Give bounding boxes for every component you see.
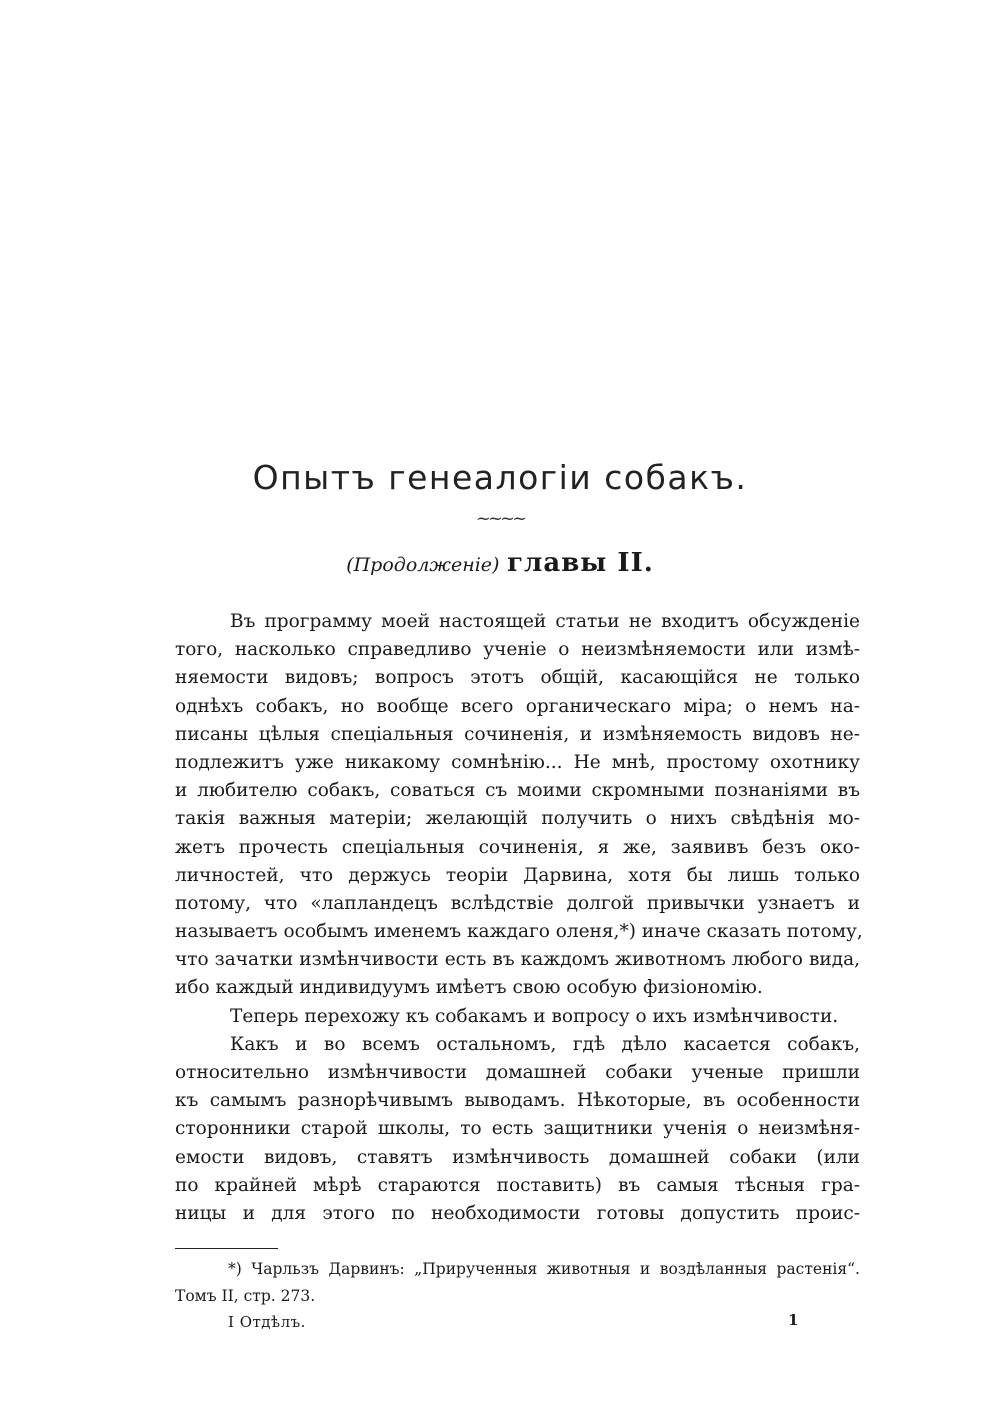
text-line: по крайней мѣрѣ стараются поставить) въ самыя тѣсныя гра- xyxy=(175,1174,860,1196)
text-line: Какъ и во всемъ остальномъ, гдѣ дѣло касается собакъ, xyxy=(230,1033,860,1055)
text-line: однѣхъ собакъ, но вообще всего органическаго міра; о немъ на- xyxy=(175,695,860,717)
chapter-label: главы II. xyxy=(507,548,654,578)
chapter-subtitle xyxy=(0,548,1000,578)
title-ornament: ~~~~ xyxy=(475,508,525,529)
text-line: личностей, что держусь теоріи Дарвина, хотя бы лишь только xyxy=(175,864,860,886)
text-line: няемости видовъ; вопросъ этотъ общій, касающійся не только xyxy=(175,667,860,689)
footnote-line: *) Чарльзъ Дарвинъ: „Прирученныя животныя и воздѣланныя растенія“. xyxy=(228,1260,860,1278)
text-line: потому, что «лапландецъ вслѣдствіе долгой привычки узнаетъ и xyxy=(175,892,860,914)
text-line: того, насколько справедливо ученіе о неизмѣняемости или измѣ- xyxy=(175,639,860,661)
body-text xyxy=(175,608,863,1228)
page-title: Опытъ генеалогіи собакъ. xyxy=(252,458,748,497)
continuation-label: (Продолженіе) xyxy=(346,554,500,576)
text-line: Теперь перехожу къ собакамъ и вопросу о ихъ измѣнчивости. xyxy=(230,1005,839,1027)
footnote-line: Томъ II, стр. 273. xyxy=(175,1287,316,1305)
text-line: такія важныя матеріи; желающій получить о нихъ свѣдѣнія мо- xyxy=(175,808,860,830)
text-line: къ самымъ разнорѣчивымъ выводамъ. Нѣкоторые, въ особенности xyxy=(175,1090,860,1112)
text-line: ибо каждый индивидуумъ имѣетъ свою особую физіономію. xyxy=(175,977,763,999)
text-line: подлежитъ уже никакому сомнѣнію... Не мнѣ, простому охотнику xyxy=(175,751,860,773)
text-line: ницы и для этого по необходимости готовы допустить проис- xyxy=(175,1202,860,1224)
text-line: сторонники старой школы, то есть защитники ученія о неизмѣня- xyxy=(175,1118,860,1140)
text-line: относительно измѣнчивости домашней собаки ученые пришли xyxy=(175,1062,860,1083)
text-line: Въ программу моей настоящей статьи не входитъ обсужденіе xyxy=(230,611,860,632)
text-line: и любителю собакъ, соваться съ моими скромными познаніями въ xyxy=(175,780,860,802)
text-line: писаны цѣлыя спеціальныя сочиненія, и измѣняемость видовъ не- xyxy=(175,723,860,745)
sheet-number: 1 xyxy=(788,1311,799,1329)
text-line: жетъ прочесть спеціальныя сочиненія, я же, заявивъ безъ око- xyxy=(175,836,860,858)
text-line: называетъ особымъ именемъ каждаго оленя,*) иначе сказать потому, xyxy=(175,921,863,943)
signature-mark: I Отдѣлъ. xyxy=(228,1313,306,1331)
footnote xyxy=(175,1256,860,1310)
text-line: емости видовъ, ставятъ измѣнчивость домашней собаки (или xyxy=(175,1146,860,1168)
text-line: что зачатки измѣнчивости есть въ каждомъ животномъ любого вида, xyxy=(175,949,860,971)
footnote-divider xyxy=(175,1248,278,1249)
